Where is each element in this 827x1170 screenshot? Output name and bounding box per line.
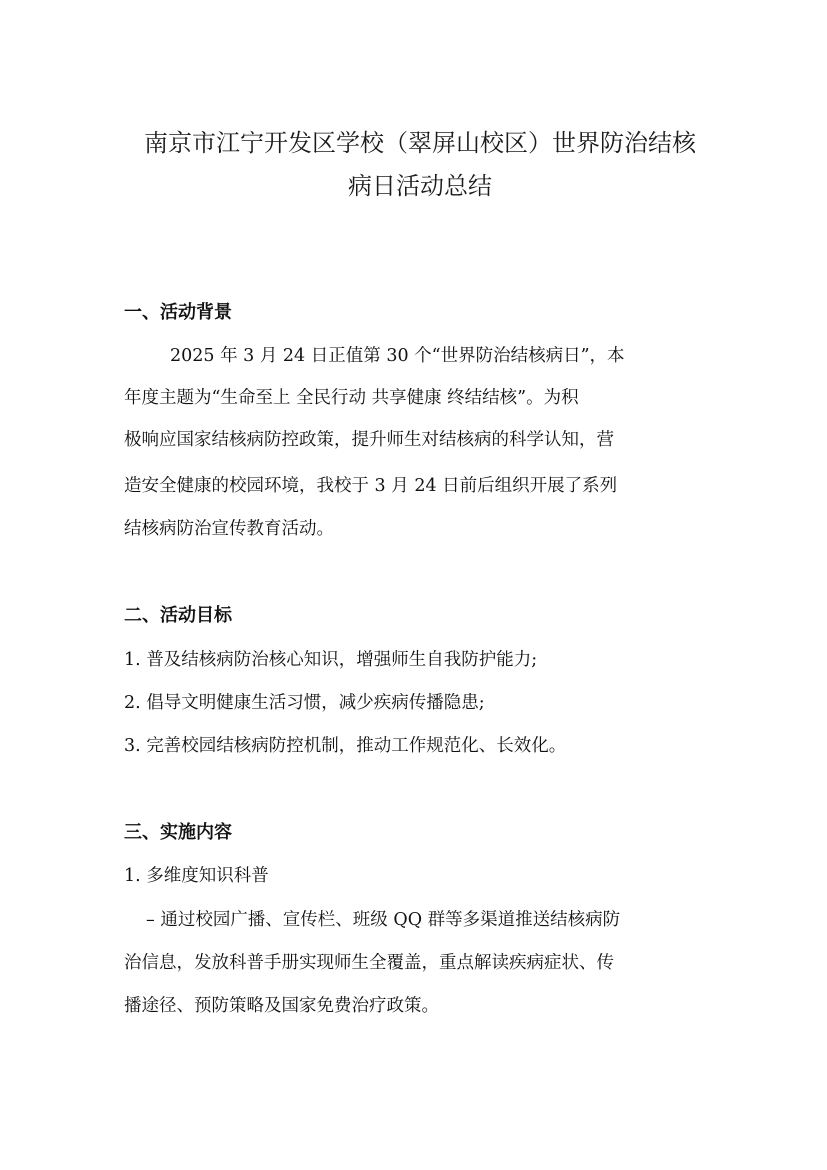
- list-item: 3. 完善校园结核病防控机制，推动工作规范化、长效化。: [124, 736, 567, 756]
- list-item: 1. 普及结核病防治核心知识，增强师生自我防护能力;: [124, 650, 538, 670]
- paragraph-line: 结核病防治宣传教育活动。: [124, 519, 334, 539]
- paragraph-line: 年度主题为“生命至上 全民行动 共享健康 终结结核”。为积: [124, 388, 579, 408]
- document-title-line-1: 南京市江宁开发区学校（翠屏山校区）世界防治结核: [144, 129, 696, 157]
- section-heading-background: 一、活动背景: [124, 302, 232, 323]
- paragraph-line: 2025 年 3 月 24 日正值第 30 个“世界防治结核病日”，本: [170, 346, 625, 366]
- section-heading-goals: 二、活动目标: [124, 605, 232, 626]
- paragraph-line: 造安全健康的校园环境，我校于 3 月 24 日前后组织开展了系列: [124, 476, 618, 496]
- paragraph-line: 治信息，发放科普手册实现师生全覆盖，重点解读疾病症状、传: [124, 953, 614, 973]
- document-title-line-2: 病日活动总结: [348, 172, 492, 200]
- list-item: 2. 倡导文明健康生活习惯，减少疾病传播隐患;: [124, 693, 485, 713]
- list-item: 1. 多维度知识科普: [124, 866, 269, 886]
- paragraph-line: 播途径、预防策略及国家免费治疗政策。: [124, 996, 439, 1016]
- paragraph-line: – 通过校园广播、宣传栏、班级 QQ 群等多渠道推送结核病防: [146, 910, 621, 930]
- section-heading-implementation: 三、实施内容: [124, 822, 232, 843]
- paragraph-line: 极响应国家结核病防控政策，提升师生对结核病的科学认知，营: [124, 430, 614, 450]
